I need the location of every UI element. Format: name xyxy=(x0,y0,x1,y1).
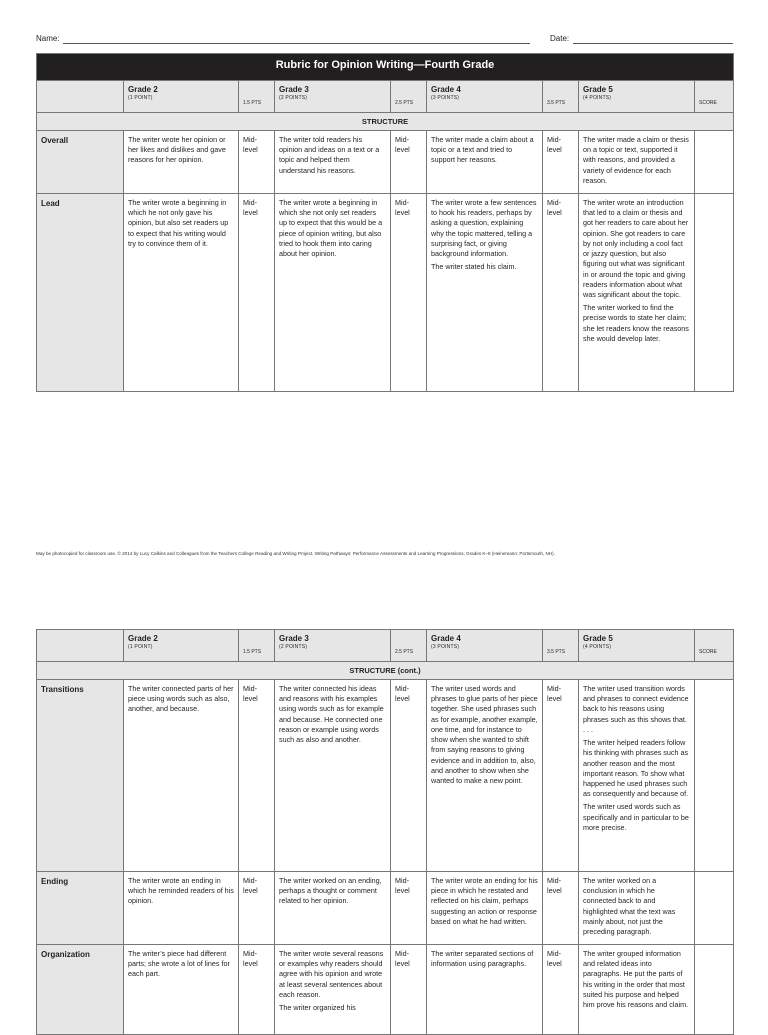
cell-grade-5: The writer grouped information and related ideas into paragraphs. He put the parts of his writing in the order that most suited his purpose and helped him prove his reasons and claim. xyxy=(579,945,695,1035)
cell-mid-level: Mid-level xyxy=(239,945,275,1035)
row-label: Lead xyxy=(37,194,124,392)
grade-header-row xyxy=(37,630,734,662)
cell-mid-level: Mid-level xyxy=(543,680,579,872)
cell-mid-level: Mid-level xyxy=(239,872,275,945)
cell-grade-2: The writer wrote a beginning in which he not only gave his opinion, but also set readers up to expect that his writing would try to convince them of it. xyxy=(124,194,239,392)
cell-paragraph: The writer organized his xyxy=(279,1003,356,1013)
cell-mid-level: Mid-level xyxy=(239,680,275,872)
cell-mid-level: Mid-level xyxy=(543,945,579,1035)
cell-grade-3 xyxy=(275,945,391,1035)
header-3-5-pts: 3.5 PTS xyxy=(543,81,579,113)
name-line xyxy=(63,43,530,44)
header-blank xyxy=(37,630,124,662)
header-grade-5: Grade 5 (4 POINTS) xyxy=(579,630,695,662)
rubric-table-structure xyxy=(36,53,734,392)
cell-mid-level: Mid-level xyxy=(391,945,427,1035)
header-1-5-pts: 1.5 PTS xyxy=(239,630,275,662)
header-grade-2: Grade 2 (1 POINT) xyxy=(124,81,239,113)
cell-grade-4: The writer wrote an ending for his piece in which he restated and reflected on his claim, perhaps suggesting an action or response based on what he had written. xyxy=(427,872,543,945)
copyright-footer: May be photocopied for classroom use. © 2014 by Lucy Calkins and Colleagues from the Teachers College Reading and Writing Project. Writing Pathways: Performance Assessments and Learning Progressions, Grades K–8 (Heinemann: Portsmouth, NH). xyxy=(36,551,555,556)
cell-paragraph: The writer stated his claim. xyxy=(431,262,517,272)
header-3-5-pts: 3.5 PTS xyxy=(543,630,579,662)
cell-paragraph: The writer wrote several reasons or examples why readers should agree with his opinion and wrote at least several sentences about each reason. xyxy=(279,949,384,999)
cell-grade-3: The writer wrote a beginning in which she not only set readers up to expect that this would be a piece of opinion writing, but also tried to hook them into caring about her opinion. xyxy=(275,194,391,392)
cell-mid-level: Mid-level xyxy=(543,131,579,194)
rubric-title: Rubric for Opinion Writing—Fourth Grade xyxy=(37,54,734,81)
score-cell[interactable] xyxy=(695,872,734,945)
name-date-header xyxy=(36,34,733,46)
cell-grade-2: The writer wrote an ending in which he reminded readers of his opinion. xyxy=(124,872,239,945)
header-2-5-pts: 2.5 PTS xyxy=(391,81,427,113)
header-grade-3: Grade 3 (2 POINTS) xyxy=(275,81,391,113)
cell-grade-3: The writer connected his ideas and reasons with his examples using words such as for example and because. He connected one reason or example using words such as also and another. xyxy=(275,680,391,872)
row-label: Organization xyxy=(37,945,124,1035)
header-grade-4: Grade 4 (3 POINTS) xyxy=(427,81,543,113)
cell-grade-2: The writer wrote her opinion or her likes and dislikes and gave reasons for her opinion. xyxy=(124,131,239,194)
cell-mid-level: Mid-level xyxy=(391,680,427,872)
score-cell[interactable] xyxy=(695,194,734,392)
cell-paragraph: The writer helped readers follow his thinking with phrases such as another reason and the most important reason. To show what happened he used phrases such as consequently and because of. xyxy=(583,738,689,799)
cell-paragraph: The writer used transition words and phrases to connect evidence back to his reasons using phrases such as this shows that. . . . xyxy=(583,684,689,734)
row-label: Transitions xyxy=(37,680,124,872)
cell-grade-2: The writer’s piece had different parts; she wrote a lot of lines for each part. xyxy=(124,945,239,1035)
cell-grade-4: The writer used words and phrases to glue parts of her piece together. She used phrases such as for example, another example, one time, and for instance to show when she wanted to shift from saying reasons to giving evidence and in addition to, also, and another to show when she wanted to make a new point. xyxy=(427,680,543,872)
cell-grade-4: The writer separated sections of information using paragraphs. xyxy=(427,945,543,1035)
row-label: Ending xyxy=(37,872,124,945)
cell-mid-level: Mid-level xyxy=(543,872,579,945)
header-grade-4: Grade 4 (3 POINTS) xyxy=(427,630,543,662)
cell-grade-5 xyxy=(579,194,695,392)
header-grade-2: Grade 2 (1 POINT) xyxy=(124,630,239,662)
header-score: SCORE xyxy=(695,81,734,113)
score-cell[interactable] xyxy=(695,131,734,194)
header-grade-3: Grade 3 (2 POINTS) xyxy=(275,630,391,662)
rubric-row-lead xyxy=(37,194,734,392)
cell-paragraph: The writer used words such as specifically and in particular to be more precise. xyxy=(583,802,689,832)
rubric-row-transitions xyxy=(37,680,734,872)
cell-mid-level: Mid-level xyxy=(391,194,427,392)
grade-header-row xyxy=(37,81,734,113)
date-label: Date: xyxy=(550,34,570,43)
score-cell[interactable] xyxy=(695,680,734,872)
cell-mid-level: Mid-level xyxy=(391,872,427,945)
cell-mid-level: Mid-level xyxy=(239,131,275,194)
cell-grade-5 xyxy=(579,680,695,872)
header-1-5-pts: 1.5 PTS xyxy=(239,81,275,113)
cell-grade-2: The writer connected parts of her piece using words such as also, another, and because. xyxy=(124,680,239,872)
date-line xyxy=(573,43,733,44)
row-label: Overall xyxy=(37,131,124,194)
name-label: Name: xyxy=(36,34,60,43)
cell-mid-level: Mid-level xyxy=(239,194,275,392)
rubric-row-overall xyxy=(37,131,734,194)
cell-grade-4: The writer made a claim about a topic or a text and tried to support her reasons. xyxy=(427,131,543,194)
header-2-5-pts: 2.5 PTS xyxy=(391,630,427,662)
cell-mid-level: Mid-level xyxy=(391,131,427,194)
cell-grade-5: The writer made a claim or thesis on a topic or text, supported it with reasons, and provided a variety of evidence for each reason. xyxy=(579,131,695,194)
header-blank xyxy=(37,81,124,113)
cell-paragraph: The writer worked to find the precise words to state her claim; she let readers know the reasons she would develop later. xyxy=(583,303,689,343)
cell-grade-3: The writer told readers his opinion and ideas on a text or a topic and helped them understand his reasons. xyxy=(275,131,391,194)
cell-grade-5: The writer worked on a conclusion in which he connected back to and highlighted what the text was mainly about, not just the preceding paragraph. xyxy=(579,872,695,945)
rubric-row-organization xyxy=(37,945,734,1035)
cell-grade-3: The writer worked on an ending, perhaps a thought or comment related to her opinion. xyxy=(275,872,391,945)
rubric-table-structure-cont xyxy=(36,629,734,1035)
header-score: SCORE xyxy=(695,630,734,662)
section-heading: STRUCTURE xyxy=(37,113,734,131)
rubric-row-ending xyxy=(37,872,734,945)
cell-paragraph: The writer wrote a few sentences to hook his readers, perhaps by asking a question, explaining why the topic mattered, telling a surprising fact, or giving background information. xyxy=(431,198,537,259)
header-grade-5: Grade 5 (4 POINTS) xyxy=(579,81,695,113)
cell-paragraph: The writer wrote an introduction that led to a claim or thesis and got her readers to care about her opinion. She got readers to care by not only including a cool fact or jazzy question, but also figuring out what was significant in or around the topic and giving readers information about what was significant about the topic. xyxy=(583,198,689,299)
cell-grade-4 xyxy=(427,194,543,392)
section-heading: STRUCTURE (cont.) xyxy=(37,662,734,680)
cell-mid-level: Mid-level xyxy=(543,194,579,392)
score-cell[interactable] xyxy=(695,945,734,1035)
